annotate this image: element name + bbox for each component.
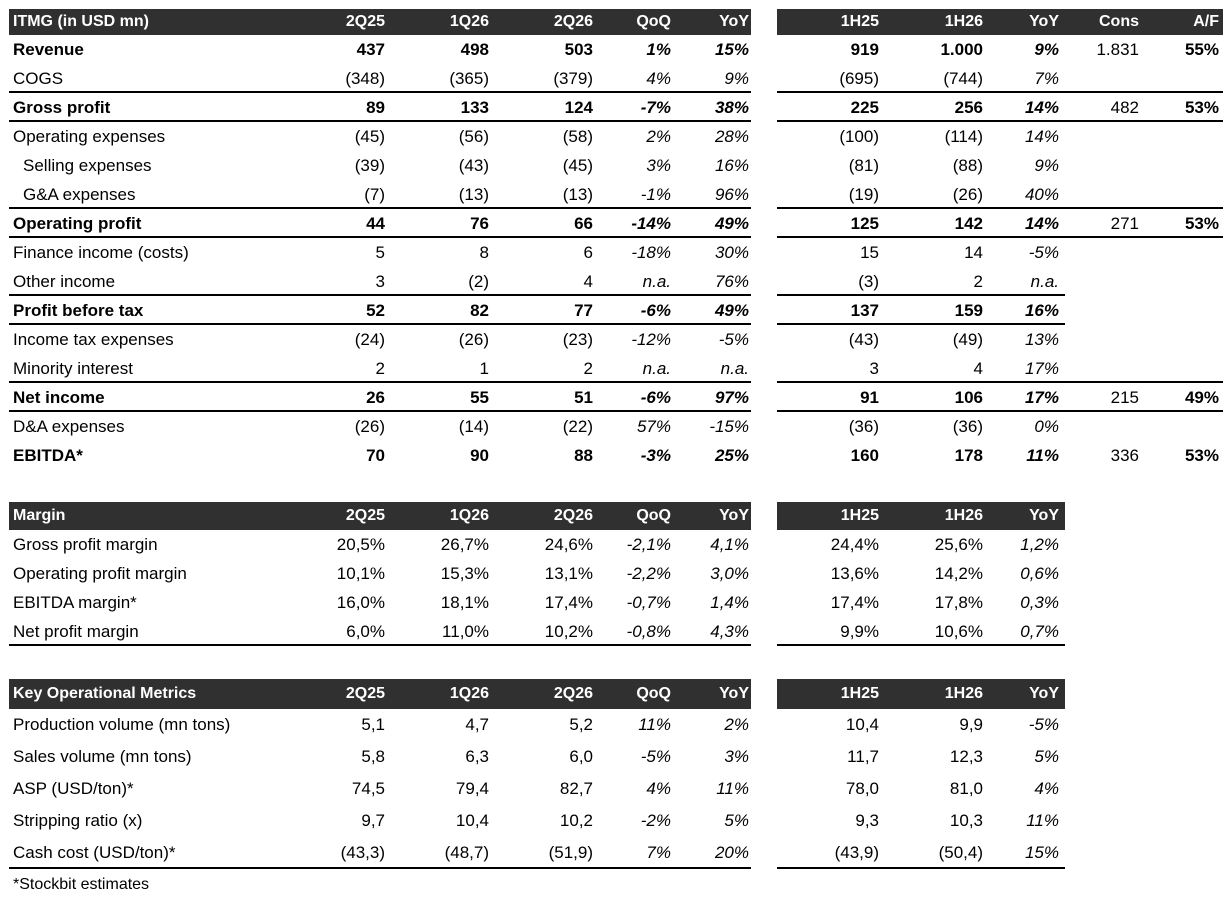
footnote: *Stockbit estimates bbox=[13, 876, 150, 893]
cell-value: 0,7% bbox=[1020, 621, 1059, 641]
table-row bbox=[9, 588, 1223, 617]
cell-value: (13) bbox=[562, 184, 593, 204]
cell-value: 26,7% bbox=[440, 534, 489, 554]
cell-value: 10,1% bbox=[336, 563, 385, 583]
table-row bbox=[9, 35, 1223, 64]
cell-value: 503 bbox=[564, 39, 593, 59]
cell-value: (13) bbox=[458, 184, 489, 204]
cell-value: 10,3 bbox=[949, 811, 983, 830]
col-header-2q25: 2Q25 bbox=[345, 507, 385, 524]
cell-value: 142 bbox=[954, 213, 983, 233]
table-row bbox=[9, 93, 1223, 122]
row-label: Other income bbox=[13, 271, 116, 291]
cell-value: -5% bbox=[640, 747, 671, 766]
cell-value: 28% bbox=[714, 126, 749, 146]
table-row bbox=[9, 180, 1223, 209]
cell-value: 137 bbox=[850, 300, 879, 320]
col-header-qoq: QoQ bbox=[636, 507, 671, 524]
cell-value: 5% bbox=[1034, 747, 1059, 766]
cell-value: n.a. bbox=[1030, 271, 1059, 291]
cell-value: 81,0 bbox=[949, 779, 983, 798]
table-row bbox=[9, 325, 1223, 354]
cell-value: (88) bbox=[952, 155, 983, 175]
table-row bbox=[9, 296, 1223, 325]
table-row bbox=[9, 805, 1223, 837]
cell-value: 6 bbox=[583, 242, 593, 262]
cell-value: 16,0% bbox=[336, 592, 385, 612]
cell-value: 14% bbox=[1024, 126, 1059, 146]
col-header-yoy: YoY bbox=[719, 13, 749, 30]
cell-value: (14) bbox=[458, 416, 489, 436]
cell-value: (81) bbox=[848, 155, 879, 175]
cell-value: 16% bbox=[1024, 300, 1059, 320]
cell-value: (24) bbox=[354, 329, 385, 349]
col-header-2q26: 2Q26 bbox=[553, 13, 593, 30]
cell-value: n.a. bbox=[642, 358, 671, 378]
row-label: Finance income (costs) bbox=[13, 242, 189, 262]
cell-value: 10,4 bbox=[845, 715, 879, 734]
cell-value: 76% bbox=[714, 271, 749, 291]
margin-title: Margin bbox=[13, 507, 66, 524]
col-header-1q26: 1Q26 bbox=[449, 13, 489, 30]
cell-value: (43,9) bbox=[834, 843, 879, 862]
cell-value: 91 bbox=[860, 387, 879, 407]
row-label: Net profit margin bbox=[13, 621, 139, 641]
col-header-2q25: 2Q25 bbox=[345, 685, 385, 702]
cell-value: 8 bbox=[479, 242, 489, 262]
cell-value: 13% bbox=[1024, 329, 1059, 349]
income-title: ITMG (in USD mn) bbox=[13, 13, 149, 30]
cell-value: -14% bbox=[631, 213, 671, 233]
col-header-af: A/F bbox=[1193, 13, 1219, 30]
col-header-cons: Cons bbox=[1099, 13, 1139, 30]
cell-value: 13,6% bbox=[830, 563, 879, 583]
cell-value: 4 bbox=[583, 271, 593, 291]
col-header-1q26: 1Q26 bbox=[449, 507, 489, 524]
cell-value: 97% bbox=[714, 387, 749, 407]
row-label: G&A expenses bbox=[23, 184, 136, 204]
cell-value: 125 bbox=[850, 213, 879, 233]
cell-value: 1.000 bbox=[940, 39, 983, 59]
table-row bbox=[9, 617, 1223, 646]
row-label: Stripping ratio (x) bbox=[13, 811, 143, 830]
cell-value: 5,1 bbox=[361, 715, 385, 734]
cell-value: 160 bbox=[850, 445, 879, 465]
cell-value: 106 bbox=[954, 387, 983, 407]
cell-value: 17,4% bbox=[544, 592, 593, 612]
cell-value: 17% bbox=[1024, 387, 1059, 407]
table-row bbox=[9, 530, 1223, 559]
col-header-2q25: 2Q25 bbox=[345, 13, 385, 30]
cell-value: 49% bbox=[714, 300, 749, 320]
cell-value: 1,4% bbox=[710, 592, 749, 612]
cell-value: 40% bbox=[1024, 184, 1059, 204]
cell-value: (23) bbox=[562, 329, 593, 349]
cell-value: 14 bbox=[964, 242, 983, 262]
cell-value: 4 bbox=[973, 358, 983, 378]
cell-value: (58) bbox=[562, 126, 593, 146]
cell-value: 17% bbox=[1024, 358, 1059, 378]
cell-value: 15% bbox=[714, 39, 749, 59]
cell-value: 498 bbox=[460, 39, 489, 59]
cell-value: 5,2 bbox=[569, 715, 593, 734]
cell-value: (114) bbox=[944, 126, 983, 146]
cell-value: 10,2% bbox=[544, 621, 593, 641]
ops-title: Key Operational Metrics bbox=[13, 685, 197, 702]
cell-value: (695) bbox=[839, 68, 879, 88]
table-row bbox=[9, 122, 1223, 151]
row-label: Profit before tax bbox=[13, 300, 144, 320]
cell-value: -5% bbox=[1028, 715, 1059, 734]
cell-value: 79,4 bbox=[455, 779, 489, 798]
cell-value: 2% bbox=[724, 715, 749, 734]
row-label: Income tax expenses bbox=[13, 329, 174, 349]
col-header-2q26: 2Q26 bbox=[553, 507, 593, 524]
cell-value: 178 bbox=[954, 445, 983, 465]
cell-value: 482 bbox=[1110, 97, 1139, 117]
cell-value: 2 bbox=[973, 271, 983, 291]
col-header-1h25: 1H25 bbox=[840, 685, 879, 702]
cell-value: 51 bbox=[574, 387, 593, 407]
cell-value: 1 bbox=[479, 358, 489, 378]
cell-value: 2 bbox=[375, 358, 385, 378]
cell-value: 38% bbox=[714, 97, 749, 117]
cell-value: 17,8% bbox=[934, 592, 983, 612]
cell-value: 225 bbox=[850, 97, 879, 117]
col-header-1h26: 1H26 bbox=[944, 13, 983, 30]
cell-value: 77 bbox=[574, 300, 593, 320]
col-header-2q26: 2Q26 bbox=[553, 685, 593, 702]
cell-value: 66 bbox=[574, 213, 593, 233]
cell-value: 256 bbox=[954, 97, 983, 117]
cell-value: 76 bbox=[470, 213, 489, 233]
cell-value: 2% bbox=[646, 126, 671, 146]
cell-value: 49% bbox=[1184, 387, 1219, 407]
cell-value: 9,9 bbox=[959, 715, 983, 734]
cell-value: -5% bbox=[718, 329, 749, 349]
cell-value: 133 bbox=[460, 97, 489, 117]
row-label: EBITDA margin* bbox=[13, 592, 137, 612]
table-row bbox=[9, 773, 1223, 805]
cell-value: -0,7% bbox=[626, 592, 671, 612]
col-header-yoy: YoY bbox=[719, 685, 749, 702]
cell-value: 74,5 bbox=[351, 779, 385, 798]
cell-value: 11% bbox=[1026, 445, 1059, 465]
cell-value: 1.831 bbox=[1096, 39, 1139, 59]
table-row bbox=[9, 267, 1223, 296]
cell-value: (379) bbox=[553, 68, 593, 88]
cell-value: 215 bbox=[1110, 387, 1139, 407]
cell-value: (19) bbox=[848, 184, 879, 204]
cell-value: (51,9) bbox=[548, 843, 593, 862]
cell-value: n.a. bbox=[642, 271, 671, 291]
cell-value: n.a. bbox=[720, 358, 749, 378]
row-divider bbox=[777, 644, 1065, 646]
cell-value: 6,0 bbox=[569, 747, 593, 766]
cell-value: (2) bbox=[468, 271, 489, 291]
cell-value: (100) bbox=[839, 126, 879, 146]
cell-value: 13,1% bbox=[544, 563, 593, 583]
cell-value: 4,7 bbox=[465, 715, 489, 734]
cell-value: 9% bbox=[1034, 155, 1059, 175]
col-header-1h25: 1H25 bbox=[840, 13, 879, 30]
cell-value: 4,3% bbox=[710, 621, 749, 641]
cell-value: 70 bbox=[366, 445, 385, 465]
cell-value: (26) bbox=[952, 184, 983, 204]
cell-value: (45) bbox=[562, 155, 593, 175]
cell-value: -6% bbox=[640, 300, 671, 320]
cell-value: 96% bbox=[714, 184, 749, 204]
cell-value: 15,3% bbox=[440, 563, 489, 583]
row-label: Minority interest bbox=[13, 358, 133, 378]
row-divider bbox=[9, 644, 751, 646]
cell-value: 53% bbox=[1184, 213, 1219, 233]
col-header-1h25: 1H25 bbox=[840, 507, 879, 524]
cell-value: 44 bbox=[366, 213, 385, 233]
cell-value: (56) bbox=[458, 126, 489, 146]
cell-value: 82 bbox=[470, 300, 489, 320]
cell-value: (36) bbox=[952, 416, 983, 436]
ops-header-row bbox=[9, 679, 1223, 709]
cell-value: -2,2% bbox=[626, 563, 671, 583]
cell-value: 26 bbox=[366, 387, 385, 407]
row-label: Net income bbox=[13, 387, 105, 407]
row-label: Gross profit margin bbox=[13, 534, 158, 554]
cell-value: 18,1% bbox=[440, 592, 489, 612]
cell-value: (45) bbox=[354, 126, 385, 146]
col-header-yoy-h: YoY bbox=[1029, 685, 1059, 702]
cell-value: (50,4) bbox=[938, 843, 983, 862]
cell-value: 4% bbox=[1034, 779, 1059, 798]
cell-value: 20,5% bbox=[336, 534, 385, 554]
cell-value: 89 bbox=[366, 97, 385, 117]
table-row bbox=[9, 151, 1223, 180]
cell-value: 9,3 bbox=[855, 811, 879, 830]
cell-value: 7% bbox=[646, 843, 671, 862]
cell-value: (48,7) bbox=[444, 843, 489, 862]
cell-value: 336 bbox=[1110, 445, 1139, 465]
cell-value: 78,0 bbox=[845, 779, 879, 798]
col-header-1q26: 1Q26 bbox=[449, 685, 489, 702]
row-label: Operating expenses bbox=[13, 126, 166, 146]
cell-value: (49) bbox=[952, 329, 983, 349]
cell-value: 11,7 bbox=[847, 747, 879, 766]
cell-value: -12% bbox=[631, 329, 671, 349]
cell-value: 88 bbox=[574, 445, 593, 465]
margin-header-row bbox=[9, 502, 1223, 530]
row-label: EBITDA* bbox=[13, 445, 83, 465]
cell-value: (22) bbox=[562, 416, 593, 436]
cell-value: 15% bbox=[1024, 843, 1059, 862]
cell-value: 30% bbox=[714, 242, 749, 262]
col-header-1h26: 1H26 bbox=[944, 507, 983, 524]
table-row bbox=[9, 354, 1223, 383]
cell-value: (744) bbox=[943, 68, 983, 88]
financial-summary-sheet bbox=[9, 9, 1223, 869]
cell-value: 7% bbox=[1034, 68, 1059, 88]
cell-value: -5% bbox=[1028, 242, 1059, 262]
cell-value: 53% bbox=[1184, 445, 1219, 465]
cell-value: 10,2 bbox=[559, 811, 593, 830]
cell-value: 3 bbox=[375, 271, 385, 291]
cell-value: 0% bbox=[1034, 416, 1059, 436]
col-header-1h26: 1H26 bbox=[944, 685, 983, 702]
cell-value: (43) bbox=[458, 155, 489, 175]
cell-value: 271 bbox=[1110, 213, 1139, 233]
cell-value: 4% bbox=[646, 68, 671, 88]
cell-value: 159 bbox=[954, 300, 983, 320]
cell-value: 11% bbox=[638, 715, 671, 734]
cell-value: 12,3 bbox=[949, 747, 983, 766]
cell-value: (36) bbox=[848, 416, 879, 436]
cell-value: 90 bbox=[470, 445, 489, 465]
cell-value: 14% bbox=[1024, 97, 1059, 117]
table-row bbox=[9, 412, 1223, 441]
cell-value: 9% bbox=[724, 68, 749, 88]
cell-value: -6% bbox=[640, 387, 671, 407]
cell-value: 20% bbox=[714, 843, 749, 862]
cell-value: 3 bbox=[869, 358, 879, 378]
cell-value: 49% bbox=[714, 213, 749, 233]
cell-value: 9,9% bbox=[840, 621, 879, 641]
cell-value: 15 bbox=[860, 242, 879, 262]
cell-value: 919 bbox=[850, 39, 879, 59]
col-header-qoq: QoQ bbox=[636, 13, 671, 30]
cell-value: 3,0% bbox=[710, 563, 749, 583]
row-label: Cash cost (USD/ton)* bbox=[13, 843, 176, 862]
cell-value: -1% bbox=[640, 184, 671, 204]
row-label: Gross profit bbox=[13, 97, 111, 117]
cell-value: -18% bbox=[631, 242, 671, 262]
row-label: Production volume (mn tons) bbox=[13, 715, 231, 734]
cell-value: 53% bbox=[1184, 97, 1219, 117]
cell-value: -0,8% bbox=[626, 621, 671, 641]
cell-value: (39) bbox=[354, 155, 385, 175]
cell-value: 5 bbox=[375, 242, 385, 262]
cell-value: 11% bbox=[1026, 811, 1059, 830]
cell-value: 14% bbox=[1024, 213, 1059, 233]
col-header-yoy-h: YoY bbox=[1029, 507, 1059, 524]
row-divider bbox=[777, 867, 1065, 869]
cell-value: (26) bbox=[458, 329, 489, 349]
cell-value: (26) bbox=[354, 416, 385, 436]
row-label: Operating profit margin bbox=[13, 563, 187, 583]
table-row bbox=[9, 837, 1223, 869]
cell-value: 10,4 bbox=[455, 811, 489, 830]
cell-value: 3% bbox=[646, 155, 671, 175]
col-header-yoy: YoY bbox=[719, 507, 749, 524]
table-row bbox=[9, 441, 1223, 470]
cell-value: 14,2% bbox=[934, 563, 983, 583]
col-header-yoy-h: YoY bbox=[1029, 13, 1059, 30]
cell-value: 3% bbox=[724, 747, 749, 766]
cell-value: 6,3 bbox=[465, 747, 489, 766]
cell-value: 55 bbox=[470, 387, 489, 407]
cell-value: 24,4% bbox=[830, 534, 879, 554]
income-header-row bbox=[9, 9, 1223, 35]
cell-value: 124 bbox=[564, 97, 593, 117]
col-header-qoq: QoQ bbox=[636, 685, 671, 702]
row-label: D&A expenses bbox=[13, 416, 125, 436]
cell-value: 4,1% bbox=[710, 534, 749, 554]
cell-value: 10,6% bbox=[934, 621, 983, 641]
cell-value: 11,0% bbox=[442, 621, 489, 641]
cell-value: 9,7 bbox=[361, 811, 385, 830]
row-label: Revenue bbox=[13, 39, 84, 59]
cell-value: 5,8 bbox=[361, 747, 385, 766]
cell-value: (348) bbox=[345, 68, 385, 88]
cell-value: 437 bbox=[356, 39, 385, 59]
table-row bbox=[9, 64, 1223, 93]
cell-value: -2,1% bbox=[626, 534, 671, 554]
cell-value: -2% bbox=[640, 811, 671, 830]
cell-value: 1,2% bbox=[1020, 534, 1059, 554]
row-label: ASP (USD/ton)* bbox=[13, 779, 134, 798]
table-row bbox=[9, 238, 1223, 267]
cell-value: 17,4% bbox=[830, 592, 879, 612]
cell-value: (3) bbox=[858, 271, 879, 291]
row-divider bbox=[9, 867, 751, 869]
cell-value: (365) bbox=[449, 68, 489, 88]
table-row bbox=[9, 559, 1223, 588]
cell-value: 82,7 bbox=[559, 779, 593, 798]
row-label: COGS bbox=[13, 68, 64, 88]
cell-value: -7% bbox=[640, 97, 671, 117]
row-label: Selling expenses bbox=[23, 155, 152, 175]
table-row bbox=[9, 741, 1223, 773]
cell-value: 11% bbox=[716, 779, 749, 798]
cell-value: 55% bbox=[1184, 39, 1219, 59]
cell-value: 16% bbox=[714, 155, 749, 175]
cell-value: 52 bbox=[366, 300, 385, 320]
table-row bbox=[9, 709, 1223, 741]
cell-value: 24,6% bbox=[544, 534, 593, 554]
cell-value: 25,6% bbox=[934, 534, 983, 554]
cell-value: (7) bbox=[364, 184, 385, 204]
cell-value: -3% bbox=[640, 445, 671, 465]
cell-value: 25% bbox=[714, 445, 749, 465]
cell-value: 2 bbox=[583, 358, 593, 378]
cell-value: 0,6% bbox=[1020, 563, 1059, 583]
cell-value: (43) bbox=[848, 329, 879, 349]
cell-value: 0,3% bbox=[1020, 592, 1059, 612]
cell-value: -15% bbox=[709, 416, 749, 436]
row-label: Operating profit bbox=[13, 213, 142, 233]
cell-value: 6,0% bbox=[346, 621, 385, 641]
cell-value: 1% bbox=[646, 39, 671, 59]
cell-value: 4% bbox=[646, 779, 671, 798]
table-row bbox=[9, 383, 1223, 412]
cell-value: 5% bbox=[724, 811, 749, 830]
cell-value: (43,3) bbox=[340, 843, 385, 862]
cell-value: 57% bbox=[636, 416, 671, 436]
table-row bbox=[9, 209, 1223, 238]
cell-value: 9% bbox=[1034, 39, 1059, 59]
row-label: Sales volume (mn tons) bbox=[13, 747, 192, 766]
